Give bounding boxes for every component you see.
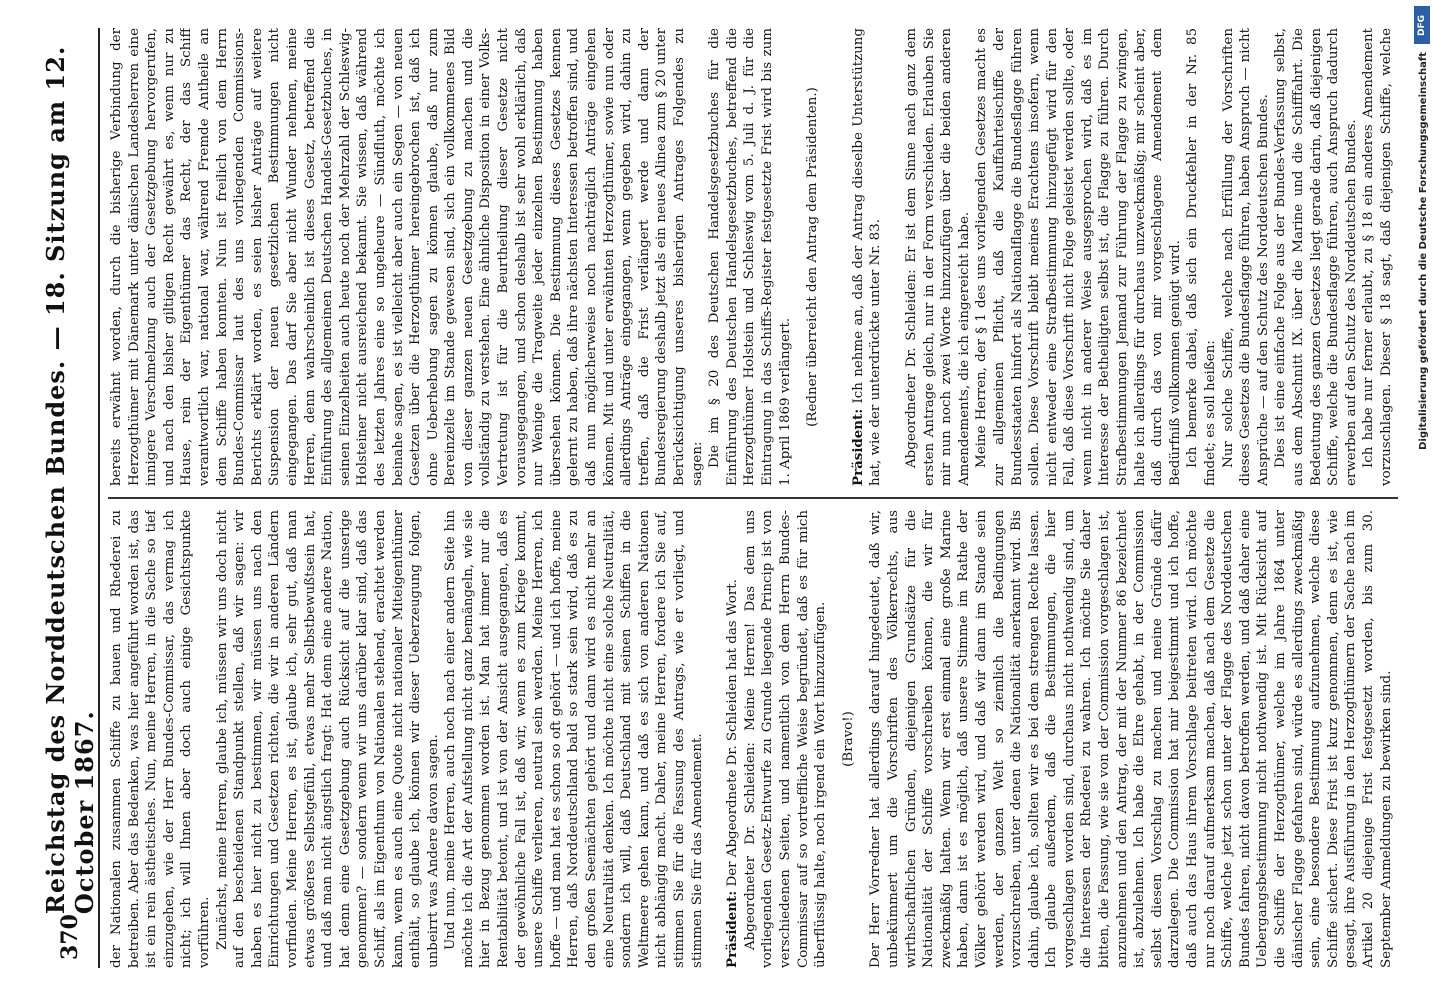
stage-direction: (Redner überreicht den Antrag dem Präsidenten.) [805, 87, 821, 427]
page-title: Reichstag des Norddeutschen Bundes. — 18. Sitzung am 12. October 1867. [41, 45, 99, 915]
paragraph: der Nationalen zusammen Schiffe zu bauen und Rhederei zu betreiben. Aber das Bedenken, was hier angeführt worden ist, das ist ein rein ästhetisches. Nun, meine Herren, in die Sache so tief einzugehen, wie der Herr Bundes-Commissar, das vermag ich nicht; ich will Ihnen aber doch auch einige Gesichtspunkte vorführen. [109, 510, 212, 968]
paragraph: bereits erwähnt worden, durch die bisherige Verbindung der Herzogthümer mit Dänemark unter dänischen Landesherren eine innigere Verschmelzung auch der Gesetzgebung hervorgerufen, und nach den bisher giltigen Recht gewährt es, wenn nur zu Hause, rein der Eigenthümer das Recht, der das Schiff verantwortlich war, national war, während Fremde Antheile an dem Schiffe haben konnten. Nun ist freilich von dem Herrn Bundes-Commissar laut des uns vorliegenden Commissions-Berichts erklärt worden, es seien bisher Anträge auf weitere Suspension der neuen gesetzlichen Bestimmungen nicht eingegangen. Das darf Sie aber nicht Wunder nehmen, meine Herren, denn wahrscheinlich ist dieses Gesetz, betreffend die Einführung des allgemeinen Deutschen Handels-Gesetzbuches, in seinen Einzelheiten auch heute noch der Mehrzahl der Schleswig-Holsteiner nicht ausreichend bekannt. Sie wissen, daß während des letzten Jahres eine so ungeheure — Sündfluth, möchte ich beinahe sagen, es ist vielleicht aber auch ein Segen — von neuen Gesetzen über die Herzogthümer hereingebrochen ist, daß ich ohne Ueberhebung sagen zu können glaube, daß nur zum Bereinzelte im Stande gewesen sind, sich ein vollkommenes Bild von dieser ganzen neuen Gesetzgebung zu machen und die vollständig zu verstehen. Eine ähnliche Disposition in einer Volks-Vertretung ist für die Beurtheilung dieser Gesetze nicht vorausgegangen, und schon deshalb ist sehr wohl erklärlich, daß nur Wenige die Tragweite jeder einzelnen Bestimmung haben übersehen können. Die Bestimmung dieses Gesetzes kennen gelernt zu haben, daß ihre nächsten Interessen betroffen sind, und daß nun möglicherweise noch nachträglich Anträge eingehen können. Mit und unter erwähnten Herzogthümer, sowie nun oder allerdings Anträge eingegangen, wenn gegeben wird, dahin zu treffen, daß die Frist verlängert werde und dann der Bundesregierung deshalb jetzt als ein neues Alinea zum § 20 unter Berücksichtigung unseres bisherigen Antrages Folgendes zu sagen: [109, 28, 705, 486]
paragraph: Ich habe nur ferner erlaubt, zu § 18 ein anderes Amendement vorzuschlagen. Dieser § 18 sagt, daß diejenigen Schiffe, welche [1361, 28, 1394, 486]
speaker-text: Der Abgeordnete Dr. Schleiden hat das Wort. [725, 579, 741, 887]
paragraph: Zunächst, meine Herren, glaube ich, müssen wir uns doch nicht auf den bescheidenen Standpunkt stellen, daß wir sagen: wir haben es hier nicht zu bestimmen, wir müssen uns nach den Einrichtungen und Gesetzen richten, die wir in anderen Ländern vorfinden. Meine Herren, es ist, glaube ich, sehr gut, daß man etwas größeres Selbstgefühl, etwas mehr Selbstbewußtsein hat, und daß man nicht ängstlich fragt: Hat denn eine andere Nation, hat denn eine Gesetzgebung auch Rücksicht auf die unserige genommen? — sondern wenn wir uns darüber klar sind, daß das Schiff, als im Eigenthum von Nationalen stehend, erachtet werden kann, wenn es auch eine Quote nicht nationaler Miteigenthümer enthält, so glaube ich, können wir dieser Ueberzeugung folgen, unbeirrt was Andere davon sagen. [214, 510, 441, 968]
page-number: 370 [57, 914, 83, 960]
spacer [885, 28, 903, 486]
left-column [108, 510, 1398, 968]
paragraph: Meine Herren, der § 1 des uns vorliegenden Gesetzes macht es zur allgemeinen Pflicht, daß die Kauffahrteischiffe der Bundesstaaten hinfort als Nationalflagge die Bundesflagge führen sollen. Diese Vorschrift bleibt meines Erachtens insofern, wenn nicht entweder eine Strafbestimmung hinzugefügt wird für den Fall, daß diese Vorschrift nicht Folge geleistet werden sollte, oder wenn nicht in anderer Weise ausgesprochen wird, daß es im Interesse der Betheiligten selbst ist, die Flagge zu führen. Durch Strafbestimmungen Jemand zur Führung der Flagge zu zwingen, halte ich allerdings für durchaus unzweckmäßig; mir scheint aber, daß durch das von mir vorgeschlagene Amendement dem Bedürfniß vollkommen genügt wird. [974, 28, 1183, 486]
page-header [42, 28, 100, 968]
stage-direction: (Bravo!) [840, 711, 856, 767]
paragraph: Und nun, meine Herren, auch noch nach einer andern Seite hin möchte ich die Art der Aufstellung nicht ganz bemängeln, wie sie hier in Bezug genommen worden ist. Man hat immer nur die Rentabilität betont, und ist von der Ansicht ausgegangen, daß es der gewöhnliche Fall ist, daß wir, wenn es zum Kriege kommt, unsere Schiffe verlieren, neutral sein werden. Meine Herren, ich hoffe — und man hat es schon so oft gehört — und ich hoffe, meine Herren, daß Norddeutschland bald so stark sein wird, daß es zu den großen Seemächten gehört und dann wird es nicht mehr an eine Neutralität denken. Ich möchte nicht eine solche Neutralität, sondern ich will, daß Deutschland mit seinen Schiffen in die Weltmeere gehen kann, und daß es sich von anderen Nationen nicht abhängig macht. Daher, meine Herren, fordere ich Sie auf, stimmen Sie für die Fassung des Antrags, wie er vorliegt, und stimmen Sie für das Amendement. [443, 510, 705, 968]
spacer [706, 510, 724, 968]
paragraph: Dies ist eine einfache Folge aus der Bundes-Verfassung selbst, aus dem Abschnitt IX. über die Marine und die Schifffahrt. Die Bedeutung des ganzen Gesetzes liegt gerade darin, daß diejenigen Schiffe, welche die Bundesflagge führen, auch Anspruch dadurch erwerben auf den Schutz des Norddeutschen Bundes. [1273, 28, 1359, 486]
text-columns [108, 28, 1398, 968]
speaker-paragraph [850, 28, 885, 486]
speaker-label: Präsident: [849, 408, 866, 486]
paragraph: Ich bemerke dabei, daß sich ein Druckfehler in der Nr. 85 findet; es soll heißen: [1185, 28, 1219, 486]
column-divider [108, 498, 1398, 500]
dfg-watermark [1412, 0, 1432, 1000]
paragraph: Abgeordneter Dr. Schleiden: Er ist dem Sinne nach ganz dem ersten Antrage gleich, nur in der Form verschieden. Erlauben Sie mir nun noch zwei Worte hinzuzufügen über die beiden anderen Amendements, die ich eingereicht habe. [903, 28, 972, 486]
paragraph: Nur solche Schiffe, welche nach Erfüllung der Vorschriften dieses Gesetzes die Bundesflagge führen, haben Anspruch — nicht Ansprüche — auf den Schutz des Norddeutschen Bundes. [1220, 28, 1271, 486]
speaker-paragraph [724, 510, 742, 968]
spacer [832, 28, 850, 486]
speaker-text: Ich nehme an, daß der Antrag dieselbe Unterstützung hat, wie der unterdrückte unter Nr. 83. [850, 28, 884, 486]
dfg-credit-text: Digitalisierung gefördert durch die Deutsche Forschungsgemeinschaft [1418, 52, 1429, 450]
right-column [108, 28, 1398, 486]
dfg-logo: DFG [1414, 6, 1430, 44]
paragraph: Abgeordneter Dr. Schleiden: Meine Herren! Das dem uns vorliegenden Gesetz-Entwurfe zu Grunde liegende Princip ist von verschiedenen Seiten, und namentlich von dem Herrn Bundes-Commissar auf so vortreffliche Weise begründet, daß es für mich überflüssig halte, noch irgend ein Wort hinzuzufügen. [742, 510, 829, 968]
rotated-newspaper-page [42, 28, 1402, 968]
speaker-label: Präsident: [724, 890, 741, 968]
paragraph: Die im § 20 des Deutschen Handelsgesetzbuches für die Einführung des Deutschen Handelsgesetzbuches, betreffend die Herzogthümer Holstein und Schleswig vom 5. Juli d. J. für die Eintragung in das Schiffs-Register festgesetzte Frist wird bis zum 1. April 1869 verlängert. [707, 28, 793, 486]
paragraph: Der Herr Vorredner hat allerdings darauf hingedeutet, daß wir, unbekümmert um die Vorschriften des Völkerrechts, aus wirthschaftlichen Gründen, diejenigen Grundsätze für die Nationalität der Schiffe vorschreiben können, die wir für zweckmäßig halten. Wenn wir erst einmal eine große Marine haben, dann ist es möglich, daß unsere Stimme im Rathe der Völker gehört werden wird, und daß wir dann im Stande sein werden, der ganzen Welt so ziemlich die Bedingungen vorzuschreiben, unter denen die Nationalität anerkannt wird. Bis dahin, glaube ich, sollten wir es bei dem strengen Rechte lassen. Ich glaube außerdem, daß die Bestimmungen, die hier vorgeschlagen worden sind, durchaus nicht nothwendig sind, um die Interessen der Rhederei zu wahren. Ich möchte Sie daher bitten, die Fassung, wie sie von der Commission vorgeschlagen ist, anzunehmen und den Antrag, der mit der Nummer 86 bezeichnet ist, abzulehnen. Ich habe die Ehre gehabt, in der Commission selbst diesen Vorschlag zu machen und meine Gründe dafür darzulegen. Die Commission hat mir beigestimmt und ich hoffe, daß auch das Haus ihrem Vorschlage beitreten wird. Ich möchte nur noch darauf aufmerksam machen, daß nach dem Gesetze die Schiffe, welche jetzt schon unter der Flagge des Norddeutschen Bundes fahren, nicht davon betroffen werden, und daß daher eine Uebergangsbestimmung nicht nothwendig ist. Mit Rücksicht auf die Schiffe der Herzogthümer, welche im Jahre 1864 unter dänischer Flagge gefahren sind, würde es allerdings zweckmäßig sein, eine besondere Bestimmung aufzunehmen, welche diese Schiffe sichert. Diese Frist ist kurz genommen, denn es ist, wie gesagt, ihre Ausführung in den Herzogthümern der Sache nach im Artikel 20 diejenige Frist festgesetzt worden, bis zum 30. September Anmeldungen zu bewirken sind. [868, 510, 1394, 968]
